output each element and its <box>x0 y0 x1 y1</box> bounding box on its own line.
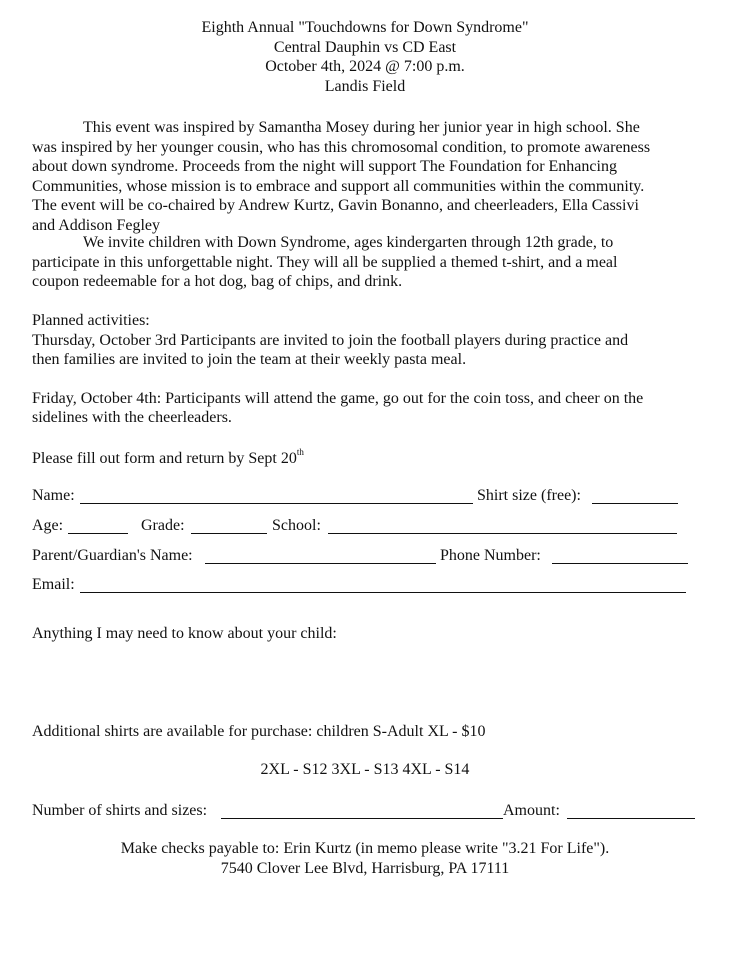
age-grade-school-row <box>32 516 700 536</box>
extra-shirt-sizes: 2XL - S12 3XL - S13 4XL - S14 <box>260 761 470 778</box>
phone-number-field[interactable] <box>552 563 688 564</box>
invite-line: participate in this unforgettable night. They will all be supplied a themed t-shirt, and a meal <box>32 253 618 271</box>
mailing-address: 7540 Clover Lee Blvd, Harrisburg, PA 17111 <box>220 860 510 877</box>
email-field[interactable] <box>80 592 686 593</box>
event-location: Landis Field <box>324 77 406 95</box>
number-of-shirts-field[interactable] <box>221 818 503 819</box>
invite-line: coupon redeemable for a hot dog, bag of chips, and drink. <box>32 273 403 290</box>
name-field[interactable] <box>80 503 473 504</box>
email-label: Email: <box>32 576 75 593</box>
intro-line: This event was inspired by Samantha Mosey during her junior year in high school. She <box>83 119 640 136</box>
deadline-label: Please fill out form and return by Sept 20 <box>32 450 297 467</box>
shirt-size-field[interactable] <box>592 503 678 504</box>
intro-paragraph <box>32 118 700 235</box>
parent-phone-row <box>32 546 700 566</box>
age-label: Age: <box>32 517 64 534</box>
intro-line: The event will be co-chaired by Andrew Kurtz, Gavin Bonanno, and cheerleaders, Ella Cassivi <box>32 197 639 214</box>
parent-guardian-field[interactable] <box>205 563 436 564</box>
number-of-shirts-label: Number of shirts and sizes: <box>32 802 208 819</box>
shirts-order-row <box>32 801 700 821</box>
activities-heading: Planned activities: <box>32 312 150 329</box>
friday-activity-line: sidelines with the cheerleaders. <box>32 409 232 426</box>
name-row <box>32 486 700 506</box>
event-date: October 4th, 2024 @ 7:00 p.m. <box>265 58 465 75</box>
parent-guardian-label: Parent/Guardian's Name: <box>32 547 193 564</box>
email-row <box>32 575 700 595</box>
phone-number-label: Phone Number: <box>440 547 541 564</box>
school-label: School: <box>272 517 321 534</box>
amount-label: Amount: <box>503 802 560 819</box>
payment-instructions: Make checks payable to: Erin Kurtz (in memo please write "3.21 For Life"). <box>120 840 610 857</box>
intro-line: was inspired by her younger cousin, who has this chromosomal condition, to promote awareness <box>32 138 651 156</box>
shirt-size-label: Shirt size (free): <box>477 487 581 504</box>
grade-field[interactable] <box>191 533 267 534</box>
grade-label: Grade: <box>141 517 185 534</box>
additional-shirts-text: Additional shirts are available for purchase: children S-Adult XL - $10 <box>32 723 486 740</box>
amount-field[interactable] <box>567 818 695 819</box>
school-field[interactable] <box>328 533 677 534</box>
intro-line: about down syndrome. Proceeds from the night will support The Foundation for Enhancing <box>32 158 617 175</box>
deadline-text <box>32 446 700 469</box>
thursday-activity-line: Thursday, October 3rd Participants are invited to join the football players during practice and <box>32 332 629 349</box>
invite-line: We invite children with Down Syndrome, ages kindergarten through 12th grade, to <box>83 234 614 251</box>
age-field[interactable] <box>68 533 128 534</box>
friday-activity-line: Friday, October 4th: Participants will attend the game, go out for the coin toss, and cheer on the <box>32 390 644 407</box>
intro-line: and Addison Fegley <box>32 216 160 234</box>
name-label: Name: <box>32 487 75 504</box>
thursday-activity-line: then families are invited to join the team at their weekly pasta meal. <box>32 351 467 368</box>
event-header <box>0 18 730 96</box>
intro-line: Communities, whose mission is to embrace and support all communities within the community. <box>32 177 645 195</box>
event-title: Eighth Annual "Touchdowns for Down Syndrome" <box>201 19 529 36</box>
deadline-suffix: th <box>296 446 304 457</box>
event-matchup: Central Dauphin vs CD East <box>273 38 457 56</box>
child-note-label: Anything I may need to know about your child: <box>32 625 337 642</box>
invite-paragraph <box>32 233 700 292</box>
